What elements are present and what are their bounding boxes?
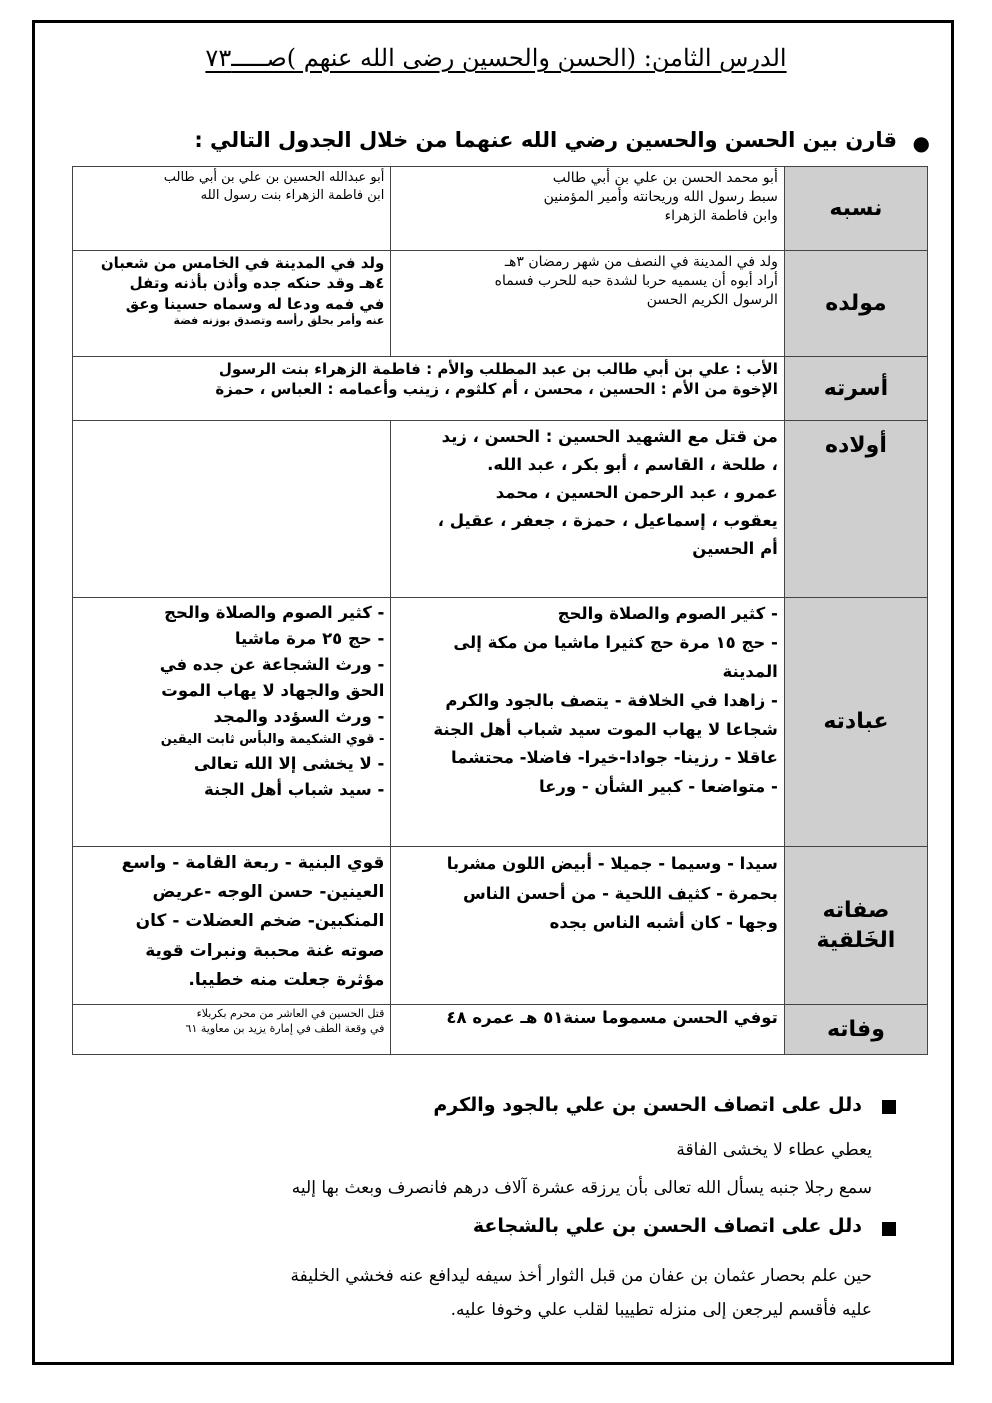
row-header-family: أسرته [784, 357, 927, 421]
row-header-lineage: نسبه [784, 167, 927, 251]
cell-line: في وقعة الطف في إمارة يزيد بن معاوية ٦١ [185, 1021, 385, 1035]
comparison-table [72, 166, 928, 1055]
cell-line: ، طلحة ، القاسم ، أبو بكر ، عبد الله. [487, 455, 778, 475]
square-bullet-icon [882, 1222, 896, 1236]
section1-line: يعطي عطاء لا يخشى الفاقة [676, 1140, 872, 1160]
cell-line: - كثير الصوم والصلاة والحج [164, 603, 385, 622]
cell-line: أبو محمد الحسن بن علي بن أبي طالب [552, 170, 778, 186]
table-row [73, 251, 928, 357]
hassan-cell [391, 421, 784, 598]
lesson-title: الدرس الثامن: (الحسن والحسين رضى الله عنهم )صـــــ٧٣ [205, 44, 787, 72]
cell-line: الحق والجهاد لا يهاب الموت [161, 681, 385, 701]
cell-line: - لا يخشى إلا الله تعالى [193, 753, 385, 773]
cell-line: عنه وأمر بحلق رأسه وتصدق بوزنه فضة [173, 313, 385, 327]
cell-line: صوته غنة محببة ونبرات قوية [145, 940, 385, 961]
cell-line: توفي الحسن مسموما سنة٥١ هـ عمره ٤٨ [446, 1008, 778, 1027]
table-row [73, 598, 928, 847]
cell-line: ٤هـ وقد حنكه جده وأذن بأذنه وتفل [129, 274, 385, 293]
cell-line: - ورث السؤدد والمجد [213, 707, 385, 727]
cell-line: ولد في المدينة في الخامس من شعبان [100, 254, 385, 272]
cell-line: أبو عبدالله الحسين بن علي بن أبي طالب [163, 170, 385, 185]
cell-line: قوي البنية - ربعة القامة - واسع [121, 853, 385, 873]
cell-line: - سيد شباب أهل الجنة [204, 779, 385, 799]
cell-line: - زاهدا في الخلافة - يتصف بالجود والكرم [445, 690, 778, 710]
hassan-cell [391, 598, 784, 847]
cell-line: المنكبين- ضخم العضلات - كان [135, 911, 385, 932]
cell-line: يعقوب ، إسماعيل ، حمزة ، جعفر ، عقيل ، [437, 511, 778, 531]
cell-line: قتل الحسين في العاشر من محرم بكربلاء [196, 1007, 385, 1020]
section1-heading: دلل على اتصاف الحسن بن علي بالجود والكرم [433, 1094, 862, 1116]
hassan-cell [391, 251, 784, 357]
cell-line: أم الحسين [692, 539, 778, 559]
cell-line: عمرو ، عبد الرحمن الحسين ، محمد [495, 483, 778, 503]
table-row [73, 357, 928, 421]
row-header-physical: صفاته الخَلقية [784, 847, 927, 1005]
family-merged-cell [73, 357, 785, 421]
husayn-cell [73, 1005, 391, 1055]
section2-heading: دلل على اتصاف الحسن بن علي بالشجاعة [472, 1215, 862, 1237]
husayn-cell [73, 847, 391, 1005]
section2-line: عليه فأقسم ليرجعن إلى منزله تطييبا لقلب علي وخوفا عليه. [450, 1300, 872, 1320]
cell-line: مؤثرة جعلت منه خطيبا. [188, 969, 385, 990]
husayn-cell [73, 167, 391, 251]
hassan-cell [391, 1005, 784, 1055]
cell-line: - قوي الشكيمة والبأس ثابت اليقين [160, 732, 385, 748]
cell-line: وابن فاطمة الزهراء [664, 207, 778, 224]
row-header-birth: مولده [784, 251, 927, 357]
cell-line: المدينة [722, 661, 778, 681]
table-row [73, 167, 928, 251]
square-bullet-icon [882, 1100, 896, 1114]
husayn-cell [73, 251, 391, 357]
section2-line: حين علم بحصار عثمان بن عفان من قبل الثوار أخذ سيفه ليدافع عنه فخشي الخليفة [290, 1266, 872, 1286]
cell-line: في فمه ودعا له وسماه حسينا وعق [125, 294, 385, 313]
cell-line: العينين- حسن الوجه -عريض [152, 882, 385, 903]
cell-line: بحمرة - كثيف اللحية - من أحسن الناس [463, 883, 778, 903]
bullet-icon: ● [912, 131, 930, 155]
table-row [73, 421, 928, 598]
row-header-children: أولاده [784, 421, 927, 598]
cell-line: سبط رسول الله وريحانته وأمير المؤمنين [543, 188, 778, 205]
cell-line: شجاعا لا يهاب الموت سيد شباب أهل الجنة [433, 719, 778, 739]
cell-line: - كثير الصوم والصلاة والحج [557, 604, 778, 623]
husayn-cell-empty [73, 421, 391, 598]
hassan-cell [391, 847, 784, 1005]
cell-line: الإخوة من الأم : الحسين ، محسن ، أم كلثوم ، زينب وأعمامه : العباس ، حمزة [215, 380, 778, 399]
table-instruction: قارن بين الحسن والحسين رضي الله عنهما من خلال الجدول التالي : [194, 128, 897, 152]
table-row [73, 847, 928, 1005]
cell-line: من قتل مع الشهيد الحسين : الحسن ، زيد [441, 427, 778, 446]
husayn-cell [73, 598, 391, 847]
hassan-cell [391, 167, 784, 251]
section1-line: سمع رجلا جنبه يسأل الله تعالى بأن يرزقه عشرة آلاف درهم فانصرف وبعث بها إليه [291, 1178, 872, 1198]
cell-line: ولد في المدينة في النصف من شهر رمضان ٣هـ [504, 254, 778, 270]
cell-line: وجها - كان أشبه الناس بجده [549, 913, 778, 933]
cell-line: - حج ١٥ مرة حج كثيرا ماشيا من مكة إلى [453, 632, 778, 652]
cell-line: ابن فاطمة الزهراء بنت رسول الله [200, 187, 385, 203]
cell-line: - ورث الشجاعة عن جده في [159, 655, 385, 675]
cell-line: الأب : علي بن أبي طالب بن عبد المطلب والأم : فاطمة الزهراء بنت الرسول [218, 360, 778, 378]
cell-line: - متواضعا - كبير الشأن - ورعا [538, 777, 778, 797]
cell-line: - حج ٢٥ مرة ماشيا [234, 629, 385, 649]
cell-line: الرسول الكريم الحسن [646, 291, 778, 308]
row-header-worship: عبادته [784, 598, 927, 847]
cell-line: أراد أبوه أن يسميه حربا لشدة حبه للحرب فسماه [494, 272, 778, 289]
cell-line: سيدا - وسيما - جميلا - أبيض اللون مشربا [446, 854, 778, 873]
cell-line: عاقلا - رزينا- جوادا-خيرا- فاضلا- محتشما [451, 748, 778, 768]
table-row [73, 1005, 928, 1055]
row-header-death: وفاته [784, 1005, 927, 1055]
